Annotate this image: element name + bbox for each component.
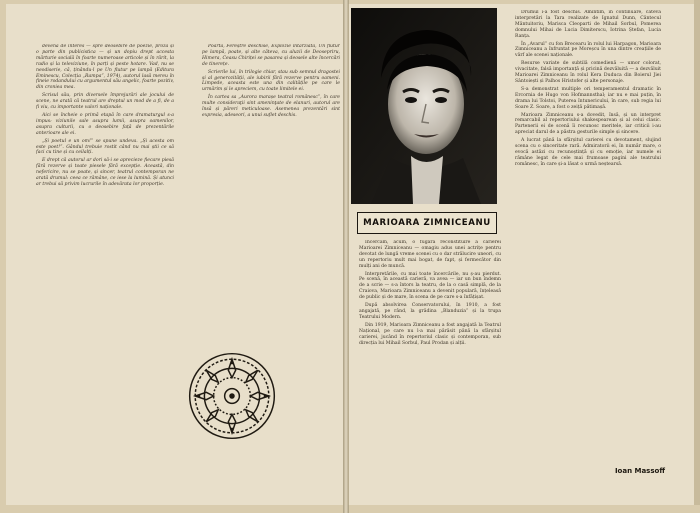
right-page: [348, 4, 695, 505]
paragraph: devenă de interes — spre deosebire de poezie, proza și o parte din publicistica — și un dopiu drept accesta mărturie socială în foarte numeroase articole și în rărit, la radio și la televiziune, în parți și peste hotare. Vad, nu se neodiserie, că, ținându-l pe Un flutur pe lampă (Editura Eminescu, Colecția „Rampa”, 1974), autorul lasă mereu în fineie rodandului cu argumentul său angelic, foarte pozitiv, din croniea mea.: [36, 44, 174, 91]
left-column-1: [36, 44, 174, 494]
paragraph: Încercăm, acum, o fugară reconstituire a carierei Marioarei Zimniceanu — omagiu adus unei actrițe pentru devotat de lungă vreme scenei cu o dar strălucire uneori, cu un repertoriu mult mai bogat, de fapt, și fermecător din mulți ani de muncă.: [359, 240, 501, 269]
paragraph: După absolvirea Conservatorului, în 1910, a fost angajată, pe rând, la grădina „Blanduzia” și la trupa Teatrului Modern.: [359, 303, 501, 320]
paragraph: Aici se încheie o primă etapă în care dramaturgul s-a impus: viziunile sale asupra lumii, asupra oamenilor, asupra culturii, cu o deosebire față de prezentările anterioare ale ei.: [36, 112, 174, 136]
left-page: [6, 4, 345, 505]
paragraph: Resurse variate de subtilă comedienă — umor colorat, vivacitate, falsă importanță și pricină dezvăluită — a dezvăluit Marioarei Zimniceanu în rolul Kera Duduca din Boierul Jiei Sântoiești și Palhos Hristofer și alte personaje.: [515, 61, 661, 84]
paragraph: În „Avarul” cu fon Brecearu în rolul lui Harpagon, Marioara Zimniceanu a înfruntat pe Moreșcu în una dintre creațiile de vârf ale scenei naționale.: [515, 41, 661, 59]
actress-portrait: [351, 8, 497, 204]
paragraph: S-a demonstrat multiple ori temperamentul dramatic în Ercornia de Hugo von Hofmannsthal; iar nu e mai puțin, în drama lui Tolstoi, Puterea întunericului, în care, sub regia lui Soare Z. Soare, a fost o zeiță pătimașă.: [515, 86, 661, 110]
paragraph: Scrisul său, prin diversele împrejurări ale jocului de scene, ne arată că teatrul are dreptul un mod de a fi, de a fi viu, cu importante valori naționale.: [36, 93, 174, 111]
paragraph: Marioara Zimniceanu s-a dovedit, însă, și un interpret remarcabil al repertoriului shakespearean și al celui clasic. Partenerii ei de scenă îi recunosc meritele, iar criticii i-au apreciat darul de a păstra gesturile simple și sincere.: [515, 112, 661, 136]
author-signature: Ioan Massoff: [614, 467, 665, 475]
ornament-rosette-icon: [186, 350, 278, 442]
paragraph: E drept că autorul ar dori să-i se aprecieze fiecare piesă fără rezerve și toate piesele fără excepție. Această, din nefericire, nu se poate, și sincer, teatrul contemporan ne arată drumul: ceea ce rămâne, ce iese la lumină. Și atunci ar trebui să privim lucrurile în adevărata lor proporție.: [36, 158, 174, 187]
right-column-1: [359, 240, 501, 505]
paragraph: A lucrat până la sfârșitul carierei cu devotament, slujind scena cu o sinceritate rară. Admiratorii ei, în număr mare, o evocă astăzi cu recunoștință și cu emoție, iar numele ei rămâne legat de cele mai frumoase pagini ale teatrului românesc, în care și-a lăsat o urmă neștearsă.: [515, 138, 661, 167]
paragraph: Din 1919, Marioara Zimniceanu a fost angajată la Teatrul Național, pe care nu l-a mai părăsit până la sfârșitul carierei, jucând în repertoriul clasic și contemporan, sub direcția lui Mihail Sorbul, Paul Prodan și alții.: [359, 322, 501, 346]
page-edge: [694, 0, 700, 505]
paragraph: Interpretările, cu mai toate încercările, nu ș-au pierdut. Pe scenă, în această carieră, va avea — iar un bun îndemn de a scrie — s-a întors la teatru, de la o casă simplă, de la Craiova, Marioara Zimniceanu a devenit populară, înțeleasă de public și de mare, în scena de pe care s-a înfățișat.: [359, 271, 501, 301]
paragraph: Scrierile lui, în trilogie chiar, stau sub semnul dragostei și al generozității, ale iubirii fără rezerve pentru oameni. Limpede, aceasta este una din calitățile pe care le urmărim și le apreciem, cu toate limitele ei.: [202, 69, 340, 93]
actress-name-title: MARIOARA ZIMNICEANU: [357, 212, 497, 234]
right-column-2: [515, 10, 661, 496]
paragraph: Drumul i-a fost deschis. Amintim, în continuare, câteva interpretări la Tara realizate de Ignatul Dunn, Cântecul Mântuitoriu, Marisca Cleoparti de Mihail Sorbul, Pomerea domnului Mihai de Lucia Dimiterscu, Iotrina Ștefan, Lucia Ranța.: [515, 10, 661, 39]
paragraph: „Și poetul e un om!” se spune undeva. „Și acesta om este poet!”. Gândul trebuie rostit când nu mai știi ce să faci cu tine și cu ceilalți.: [36, 138, 174, 156]
left-column-2: [202, 44, 340, 274]
paragraph: Poartă, Fereștre deschise, Explozie întârziată, Un flutur pe lampă, poate, și alte câteva, cu aluzii de Deosepriru, Himera, Ceasu Chiriței se pasarea și deosele alte încercări de tinerețe.: [202, 44, 340, 67]
paragraph: În cartea sa „Aurora marașe teatral românesc”, în care multe consideraţii sint ameninţate de elanuri, autorul are însă și păreri meticuloase. Asemenea prezentări sint expresia, adeseori, a unui suflet deschis.: [202, 95, 340, 118]
portrait-photo-icon: [351, 8, 497, 204]
